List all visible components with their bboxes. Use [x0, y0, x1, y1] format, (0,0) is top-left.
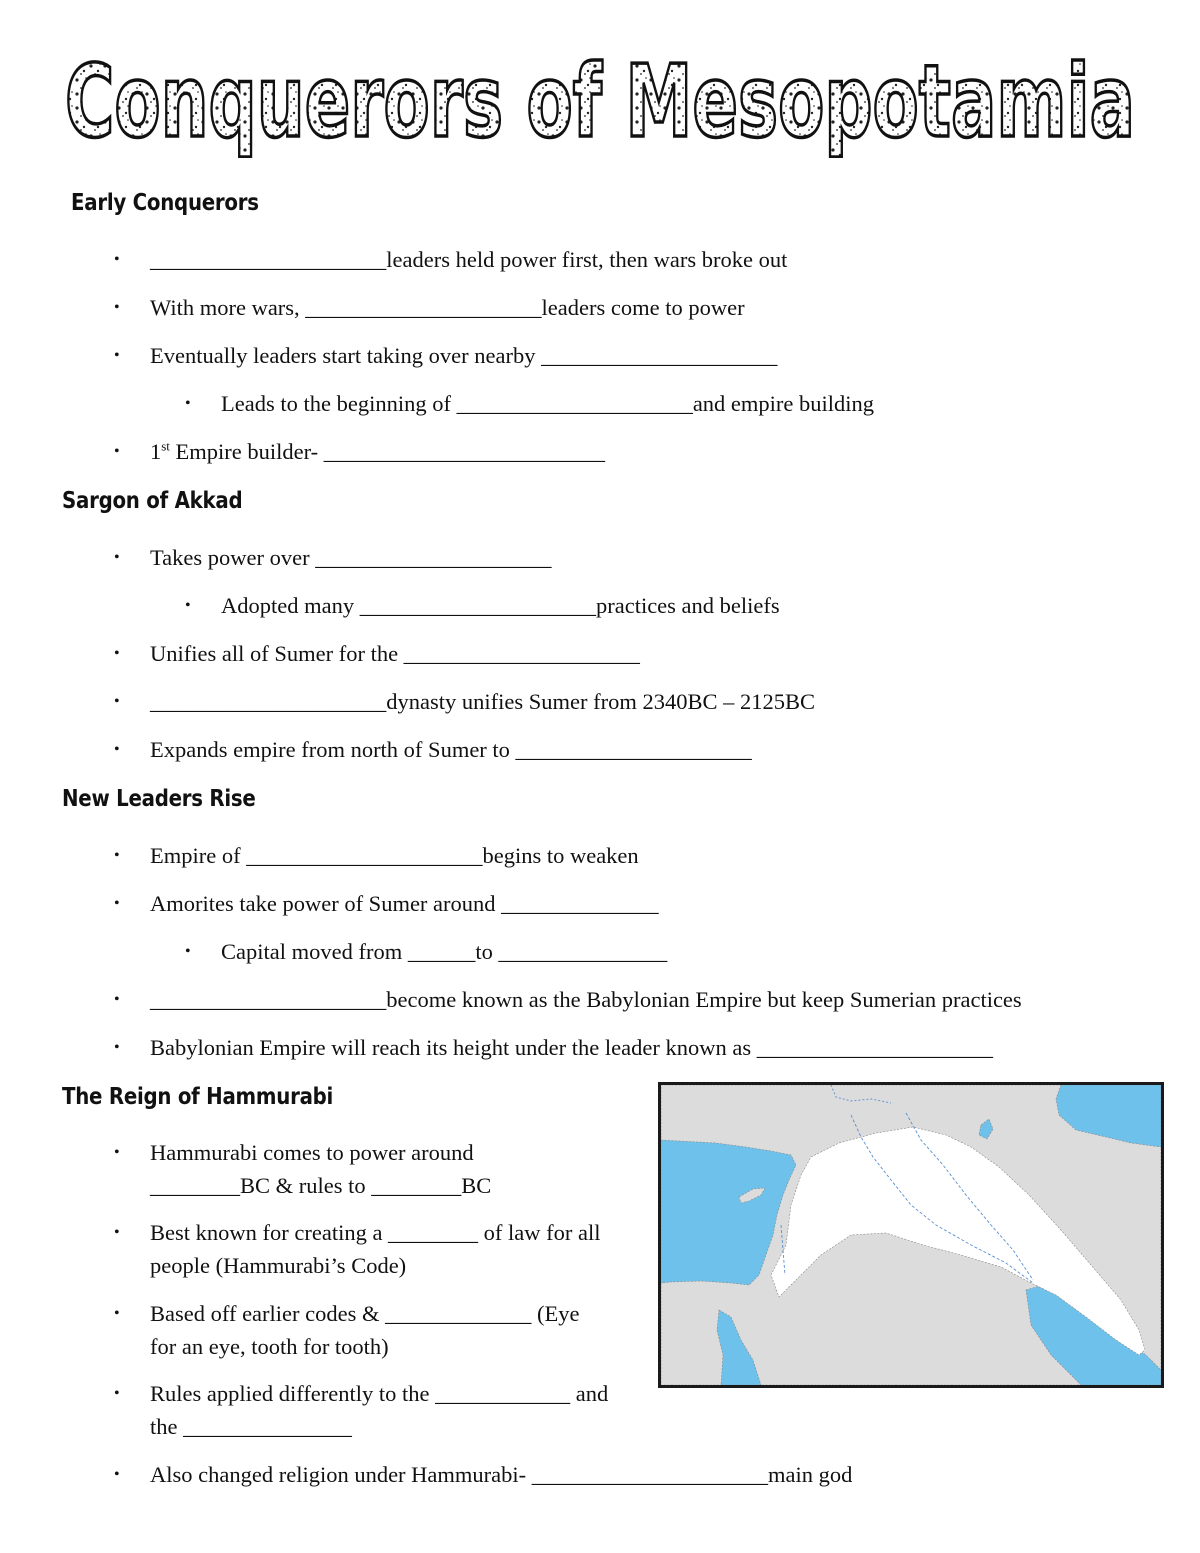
list-item: • Empire of _____________________begins to weaken — [150, 839, 639, 872]
list-item — [150, 435, 605, 468]
sub-list-item: • Leads to the beginning of _____________________and empire building — [221, 387, 874, 420]
section-heading-new-leaders: New Leaders Rise — [62, 786, 256, 812]
fertile-crescent-map — [658, 1082, 1164, 1388]
ordinal-suffix: st — [161, 438, 170, 454]
list-item-text: Empire builder- _________________________ — [169, 439, 606, 464]
list-item: • With more wars, _____________________leaders come to power — [150, 291, 745, 324]
title-text: Conquerors of Mesopotamia — [65, 48, 1135, 158]
list-item: • Rules applied differently to the ____________ and the _______________ — [150, 1377, 630, 1443]
list-item: • Also changed religion under Hammurabi- _____________________main god — [150, 1458, 852, 1491]
list-item: • Best known for creating a ________ of law for all people (Hammurabi’s Code) — [150, 1216, 610, 1282]
map-graphic — [661, 1085, 1161, 1385]
page-title — [60, 48, 1140, 158]
list-item: • Babylonian Empire will reach its height under the leader known as _____________________ — [150, 1031, 993, 1064]
list-item: • Expands empire from north of Sumer to _____________________ — [150, 733, 752, 766]
list-item: • Hammurabi comes to power around ________BC & rules to ________BC — [150, 1136, 550, 1202]
section-heading-early-conquerors: Early Conquerors — [71, 190, 259, 216]
list-item: • Unifies all of Sumer for the _____________________ — [150, 637, 640, 670]
sub-list-item: • Capital moved from ______to _______________ — [221, 935, 667, 968]
section-heading-hammurabi: The Reign of Hammurabi — [62, 1084, 334, 1110]
list-item: • _____________________dynasty unifies Sumer from 2340BC – 2125BC — [150, 685, 815, 718]
list-item: • _____________________leaders held power first, then wars broke out — [150, 243, 787, 276]
list-item: • Amorites take power of Sumer around ______________ — [150, 887, 659, 920]
list-item: • _____________________become known as the Babylonian Empire but keep Sumerian practices — [150, 983, 1022, 1016]
list-item: • Based off earlier codes & _____________ (Eye for an eye, tooth for tooth) — [150, 1297, 590, 1363]
list-item: • Takes power over _____________________ — [150, 541, 551, 574]
section-heading-sargon: Sargon of Akkad — [62, 488, 243, 514]
title-graphic — [60, 48, 1140, 158]
list-item: • Eventually leaders start taking over nearby _____________________ — [150, 339, 777, 372]
ordinal-number: 1 — [150, 439, 162, 464]
sub-list-item: • Adopted many _____________________practices and beliefs — [221, 589, 780, 622]
